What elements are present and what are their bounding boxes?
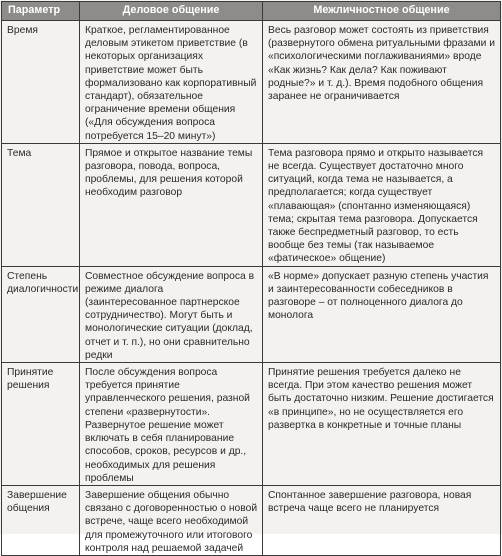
column-header-personal: Межличностное общение (263, 2, 501, 21)
row-parameter-cell: Тема (2, 143, 80, 266)
table-row (2, 266, 501, 362)
row-parameter-cell: Степень диалогичности (2, 266, 80, 362)
business-cell: Завершение общения обычно связано с договоренностью о новой встрече, чаще всего необходимой для промежуточного или итогового контроля над решаемой задачей (80, 485, 263, 555)
table-row (2, 21, 501, 144)
table-row (2, 143, 501, 266)
personal-cell: Тема разговора прямо и открыто называется не всегда. Существует достаточно много ситуаций, когда тема не называется, а предполагается; когда существует «плавающая» (спонтанно изменяющаяся) тема; скрытая тема разговора. Допускается также беспредметный разговор, то есть вообще без темы (так называемое «фатическое» общение) (263, 143, 501, 266)
table-row (2, 363, 501, 486)
row-parameter-cell: Время (2, 21, 80, 144)
column-header-business: Деловое общение (80, 2, 263, 21)
business-cell: Прямое и открытое название темы разговора, повода, вопроса, проблемы, для решения которой необходим разговор (80, 143, 263, 266)
business-cell: После обсуждения вопроса требуется принятие управленческого решения, разной степени «развернутости». Развернутое решение может включать в себя планирование способов, сроков, ресурсов и др., необходимых для решения проблемы (80, 363, 263, 486)
business-cell: Краткое, регламентированное деловым этикетом приветствие (в некоторых организациях приветствие может быть формализовано как корпоративный стандарт), обязательное ограничение времени общения («Для обсуждения вопроса потребуется 15–20 минут») (80, 21, 263, 144)
table-row (2, 485, 501, 555)
personal-cell: Весь разговор может состоять из приветствия (развернутого обмена ритуальными фразами и «психологическими поглаживаниями» вроде «Как жизнь? Как дела? Как поживают родные?» и т. д.). Время подобного общения заранее не ограничивается (263, 21, 501, 144)
personal-cell: «В норме» допускает разную степень участия и заинтересованности собеседников в разговоре – от полноценного диалога до монолога (263, 266, 501, 362)
column-header-parameter: Параметр (2, 2, 80, 21)
row-parameter-cell: Принятие решения (2, 363, 80, 486)
row-parameter-cell: Завершение общения (2, 485, 80, 555)
table-header-row (2, 2, 501, 21)
business-cell: Совместное обсуждение вопроса в режиме диалога (заинтересованное партнерское сотрудничество). Могут быть и монологические ситуации (доклад, отчет и т. п.), но они сравнительно редки (80, 266, 263, 362)
comparison-table (1, 1, 501, 556)
personal-cell: Спонтанное завершение разговора, новая встреча чаще всего не планируется (263, 485, 501, 555)
personal-cell: Принятие решения требуется далеко не всегда. При этом качество решения может быть достаточно низким. Решение достигается «в принципе», но не осуществляется его развертка в конкретные и точные планы (263, 363, 501, 486)
